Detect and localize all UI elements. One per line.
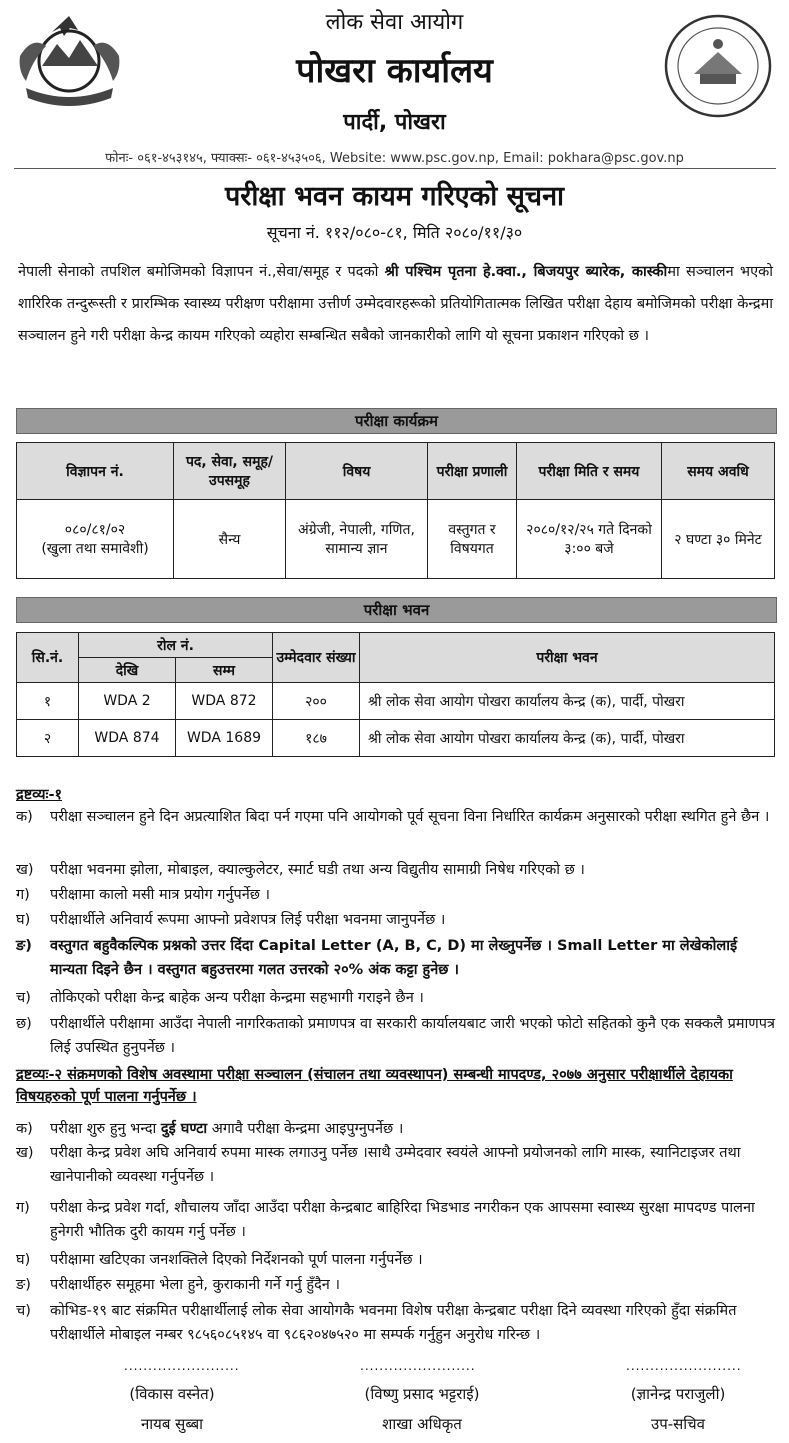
list-item bbox=[16, 1273, 776, 1297]
item-text-end: अगावै परीक्षा केन्द्रमा आइपुग्नुपर्नेछ । bbox=[207, 1121, 404, 1137]
item-label: ग) bbox=[16, 887, 30, 903]
count-cell: २०० bbox=[273, 683, 360, 720]
office-name: पोखरा कार्यालय bbox=[296, 51, 493, 91]
signature-title: शाखा अधिकृत bbox=[382, 1415, 462, 1433]
signature-line: ........................ bbox=[626, 1359, 742, 1373]
item-text: परीक्षामा खटिएका जनशक्तिले दिएको निर्देशनको पूर्ण पालना गर्नुपर्नेछ । bbox=[50, 1252, 423, 1268]
col-subject: विषय bbox=[286, 443, 428, 500]
signature-line: ........................ bbox=[124, 1359, 240, 1373]
datetime-cell: २०८०/१२/२५ गते दिनको ३:०० बजे bbox=[517, 500, 662, 579]
sn-cell: १ bbox=[17, 683, 79, 720]
item-label: घ) bbox=[16, 1252, 31, 1268]
item-text: परीक्षार्थीले अनिवार्य रूपमा आफ्नो प्रवेशपत्र लिई परीक्षा भवनमा जानुपर्नेछ । bbox=[50, 912, 446, 928]
list-item bbox=[16, 934, 776, 982]
contact-line: फोनः- ०६१-४५३१४५, फ्याक्सः- ०६१-४५३५०६, Website: www.psc.gov.np, Email: pokhara@psc.gov.np bbox=[105, 151, 684, 166]
table-row bbox=[17, 683, 775, 720]
item-label: च) bbox=[16, 990, 31, 1006]
col-from: देखि bbox=[79, 658, 176, 683]
item-label: ख) bbox=[16, 1145, 34, 1161]
item-text: परीक्षार्थीहरु समूहमा भेला हुने, कुराकानी गर्ने गर्नु हुँदैन । bbox=[50, 1277, 340, 1293]
item-text-bold: दुई घण्टा bbox=[160, 1121, 208, 1137]
subject-cell: अंग्रेजी, नेपाली, गणित, सामान्य ज्ञान bbox=[286, 500, 428, 579]
item-text: वस्तुगत बहुवैकल्पिक प्रश्नको उत्तर दिंदा Capital Letter (A, B, C, D) मा लेख्नुपर्नेछ । Small Letter मा लेखेकोलाई मान्यता दिइने छैन । वस्तुगत बहुउत्तरमा गलत उत्तरको २०% अंक कट्टा हुनेछ । bbox=[50, 938, 738, 978]
table-header-row bbox=[17, 633, 775, 658]
item-text: परीक्षा सञ्चालन हुने दिन अप्रत्याशित बिदा पर्न गएमा पनि आयोगको पूर्व सूचना विना निर्धारित कार्यक्रम अनुसारको परीक्षा स्थगित हुने छैन । bbox=[50, 809, 770, 825]
intro-unit-name: श्री पश्चिम पृतना हे.क्वा., बिजयपुर ब्यारेक, कास्की bbox=[384, 264, 668, 280]
notice-number: सूचना नं. ११२/०८०-८१, मिति २०८०/११/३० bbox=[266, 223, 523, 242]
item-text: परीक्षा केन्द्र प्रवेश गर्दा, शौचालय जाँदा आउँदा परीक्षा केन्द्रबाट बाहिरिदा भिडभाड नगरीकन एक आपसमा स्वास्थ्य सुरक्षा मापदण्ड पालना हुनेगरी भौतिक दुरी कायम गर्नु पर्नेछ । bbox=[50, 1200, 755, 1240]
list-item bbox=[16, 908, 776, 932]
list-item bbox=[16, 1012, 776, 1060]
col-sn: सि.नं. bbox=[17, 633, 79, 683]
intro-text-start: नेपाली सेनाको तपशिल बमोजिमको विज्ञापन नं.,सेवा/समूह र पदको bbox=[18, 264, 385, 280]
venue-heading: परीक्षा भवन bbox=[16, 597, 777, 623]
item-text: कोभिड-१९ बाट संक्रमित परीक्षार्थीलाई लोक सेवा आयोगकै भवनमा विशेष परीक्षा केन्द्रबाट परीक्षा दिने व्यवस्था गरिएको हुँदा संक्रमित परीक्षार्थीले मोबाइल नम्बर ९८५६०८५१४५ वा ९८६२०४७५२० मा सम्पर्क गर्नुहुन अनुरोध गरिन्छ । bbox=[50, 1303, 737, 1343]
item-label: घ) bbox=[16, 912, 31, 928]
adv-no: ०८०/८१/०२ bbox=[64, 522, 126, 538]
schedule-table bbox=[16, 442, 775, 579]
venue-table bbox=[16, 632, 775, 757]
item-label: ङ) bbox=[16, 1277, 31, 1293]
adv-sub: (खुला तथा समावेशी) bbox=[41, 541, 149, 557]
col-venue: परीक्षा भवन bbox=[360, 633, 775, 683]
item-text: परीक्षामा कालो मसी मात्र प्रयोग गर्नुपर्नेछ । bbox=[50, 887, 271, 903]
item-text: परीक्षार्थीले परीक्षामा आउँदा नेपाली नागरिकताको प्रमाणपत्र वा सरकारी कार्यालयबाट जारी भएको फोटो सहितको कुनै एक सक्कलै प्रमाणपत्र लिई उपस्थित हुनुपर्नेछ । bbox=[50, 1016, 776, 1056]
item-text bbox=[50, 1117, 776, 1141]
header-divider bbox=[14, 168, 776, 169]
item-label: क) bbox=[16, 1121, 33, 1137]
notes2-heading: द्रष्टव्यः-२ संक्रमणको विशेष अवस्थामा परीक्षा सञ्चालन (संचालन तथा व्यवस्थापन) सम्बन्धी मापदण्ड, २०७७ अनुसार परीक्षार्थीले देहायका विषयहरुको पूर्ण पालना गर्नुपर्नेछ । bbox=[16, 1067, 733, 1105]
adv-no-cell bbox=[17, 500, 174, 579]
item-label: च) bbox=[16, 1303, 31, 1319]
to-cell: WDA 1689 bbox=[176, 720, 273, 757]
col-to: सम्म bbox=[176, 658, 273, 683]
notes1-heading: द्रष्टव्यः-१ bbox=[16, 787, 63, 803]
item-text: परीक्षा भवनमा झोला, मोबाइल, क्याल्कुलेटर, स्मार्ट घडी तथा अन्य विद्युतीय सामाग्री निषेध गरिएको छ । bbox=[50, 862, 585, 878]
list-item bbox=[16, 805, 776, 829]
list-item bbox=[16, 986, 776, 1010]
signature-name: (ज्ञानेन्द्र पराजुली) bbox=[630, 1385, 726, 1403]
col-adv-no: विज्ञापन नं. bbox=[17, 443, 174, 500]
org-name: लोक सेवा आयोग bbox=[325, 10, 464, 35]
item-label: छ) bbox=[16, 1016, 32, 1032]
list-item bbox=[16, 1248, 776, 1272]
venue-cell: श्री लोक सेवा आयोग पोखरा कार्यालय केन्द्र (क), पार्दी, पोखरा bbox=[360, 720, 775, 757]
sn-cell: २ bbox=[17, 720, 79, 757]
table-row bbox=[17, 720, 775, 757]
col-duration: समय अवधि bbox=[662, 443, 775, 500]
col-datetime: परीक्षा मिति र समय bbox=[517, 443, 662, 500]
list-item bbox=[16, 883, 776, 907]
table-row bbox=[17, 500, 775, 579]
col-post: पद, सेवा, समूह/उपसमूह bbox=[174, 443, 286, 500]
item-label: ङ) bbox=[16, 938, 32, 954]
table-header-row bbox=[17, 443, 775, 500]
item-label: ग) bbox=[16, 1200, 30, 1216]
venue-cell: श्री लोक सेवा आयोग पोखरा कार्यालय केन्द्र (क), पार्दी, पोखरा bbox=[360, 683, 775, 720]
list-item bbox=[16, 1117, 776, 1141]
item-label: क) bbox=[16, 809, 33, 825]
item-text: तोकिएको परीक्षा केन्द्र बाहेक अन्य परीक्षा केन्द्रमा सहभागी गराइने छैन । bbox=[50, 990, 424, 1006]
item-text-start: परीक्षा शुरु हुनु भन्दा bbox=[50, 1121, 161, 1137]
post-cell: सैन्य bbox=[174, 500, 286, 579]
system-cell: वस्तुगत र विषयगत bbox=[428, 500, 517, 579]
col-count: उम्मेदवार संख्या bbox=[273, 633, 360, 683]
intro-text-end: मा सञ्चालन भएको शारिरिक तन्दुरूस्ती र प्रारम्भिक स्वास्थ्य परीक्षण परीक्षामा उत्तीर्ण उम्मेदवारहरूको प्रतियोगितात्मक लिखित परीक्षा देहाय बमोजिमको परीक्षा केन्द्रमा सञ्चालन हुने गरी परीक्षा केन्द्र कायम गरिएको व्यहोरा सम्बन्धित सबैको जानकारीको लागि यो सूचना प्रकाशन गरिएको छ । bbox=[18, 264, 774, 344]
duration-cell: २ घण्टा ३० मिनेट bbox=[662, 500, 775, 579]
signature-title: उप-सचिव bbox=[650, 1415, 706, 1433]
signature-line: ........................ bbox=[360, 1359, 476, 1373]
from-cell: WDA 2 bbox=[79, 683, 176, 720]
to-cell: WDA 872 bbox=[176, 683, 273, 720]
list-item bbox=[16, 1141, 776, 1189]
office-location: पार्दी, पोखरा bbox=[343, 110, 446, 135]
notice-title: परीक्षा भवन कायम गरिएको सूचना bbox=[224, 181, 565, 212]
col-roll: रोल नं. bbox=[79, 633, 273, 658]
from-cell: WDA 874 bbox=[79, 720, 176, 757]
signature-title: नायब सुब्बा bbox=[140, 1415, 204, 1433]
item-label: ख) bbox=[16, 862, 34, 878]
col-system: परीक्षा प्रणाली bbox=[428, 443, 517, 500]
item-text: परीक्षा केन्द्र प्रवेश अघि अनिवार्य रुपमा मास्क लगाउनु पर्नेछ ।साथै उम्मेदवार स्वयंले आफ्नो प्रयोजनको लागि मास्क, स्यानिटाइजर तथा खानेपानीको व्यवस्था गर्नुपर्नेछ । bbox=[50, 1145, 741, 1185]
list-item bbox=[16, 1299, 776, 1347]
schedule-heading: परीक्षा कार्यक्रम bbox=[16, 408, 777, 434]
signature-name: (विकास वस्नेत) bbox=[129, 1385, 215, 1403]
intro-paragraph bbox=[18, 256, 773, 352]
count-cell: १८७ bbox=[273, 720, 360, 757]
list-item bbox=[16, 858, 776, 882]
signature-name: (विष्णु प्रसाद भट्टराई) bbox=[364, 1385, 480, 1403]
list-item bbox=[16, 1196, 776, 1244]
